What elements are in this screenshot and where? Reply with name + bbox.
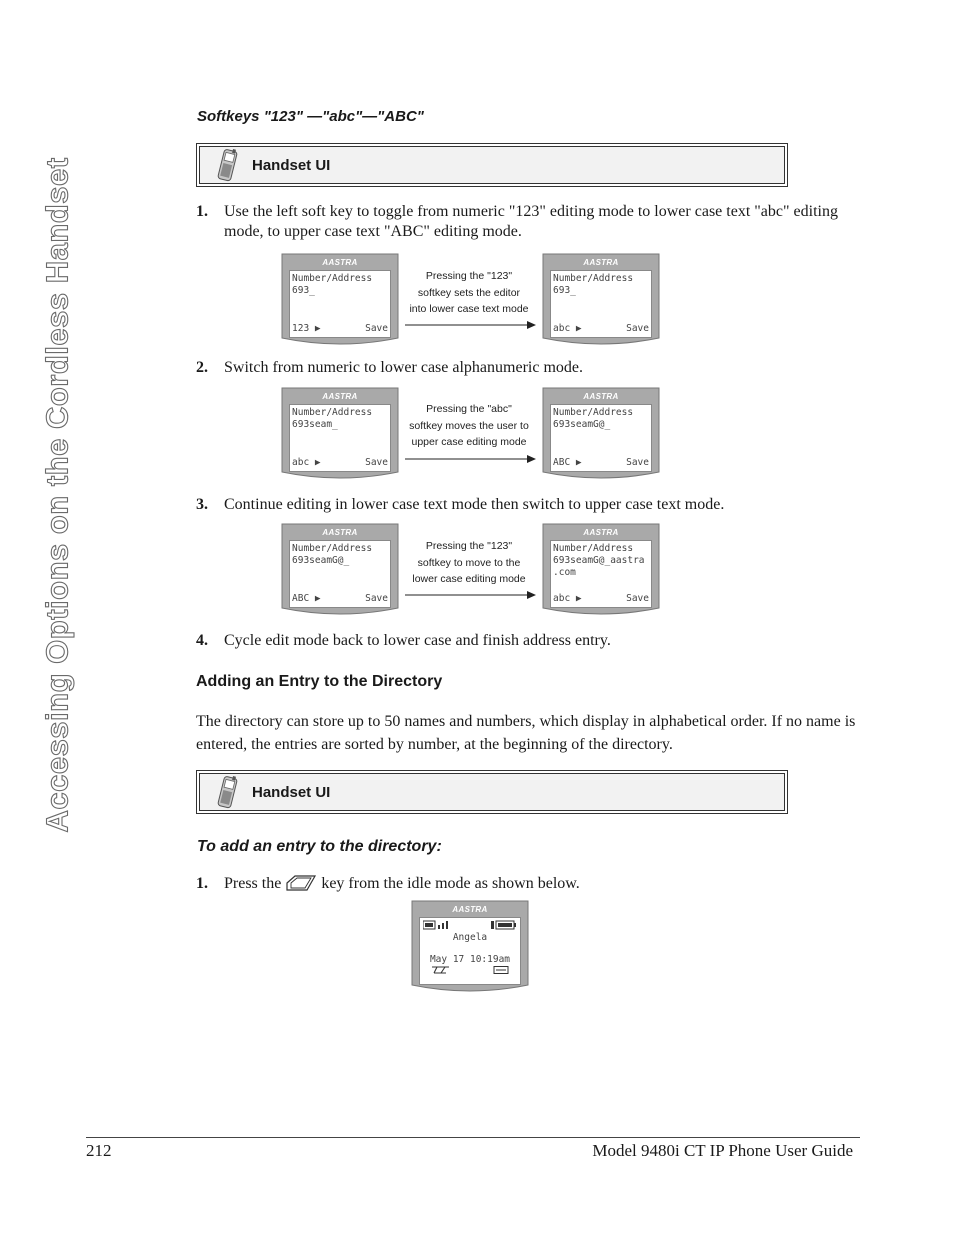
lcd-screen-before <box>280 252 400 346</box>
right-triangle-icon: ▶ <box>570 593 582 604</box>
step-number: 1. <box>196 203 208 220</box>
lcd-line-1: Number/Address <box>553 407 634 418</box>
step-text-before: Press the <box>224 875 282 892</box>
lcd-line-2: 693seamG@_ <box>553 419 611 430</box>
aastra-logo: AASTRA <box>583 528 619 537</box>
caption-line: softkey moves the user to <box>409 419 529 432</box>
caption-line: Pressing the "abc" <box>426 403 512 415</box>
step-text-after: key from the idle mode as shown below. <box>321 875 580 892</box>
lcd-screen-after <box>541 386 661 480</box>
step-1 <box>196 202 856 244</box>
step-text: Continue editing in lower case text mode then switch to upper case text mode. <box>224 496 725 513</box>
aastra-logo: AASTRA <box>322 258 358 267</box>
step-text: Switch from numeric to lower case alphanumeric mode. <box>224 359 583 376</box>
lcd-line-2: 693seamG@_ <box>292 555 350 566</box>
figure-caption <box>401 401 537 451</box>
right-triangle-icon: ▶ <box>309 323 321 334</box>
right-triangle-icon: ▶ <box>570 457 582 468</box>
lcd-line-1: Number/Address <box>553 273 634 284</box>
section-softkeys-heading: Softkeys "123" —"abc"—"ABC" <box>197 108 424 125</box>
step-text: Cycle edit mode back to lower case and finish address entry. <box>224 632 611 649</box>
lcd-line-2: 693seam_ <box>292 419 338 430</box>
softkey-label: 123 <box>292 323 310 334</box>
lcd-line-1: Number/Address <box>553 543 634 554</box>
caption-line: into lower case text mode <box>409 303 529 315</box>
aastra-logo: AASTRA <box>322 392 358 401</box>
footer-rule <box>86 1137 860 1138</box>
handset-ui-box <box>196 770 788 814</box>
right-triangle-icon: ▶ <box>309 457 321 468</box>
step-number: 3. <box>196 496 208 513</box>
step-text: Use the left soft key to toggle from numeric "123" editing mode to lower case text "abc" editing mode, to upper case text "ABC" editing mode. <box>224 203 838 240</box>
lcd-screen-after <box>541 252 661 346</box>
lcd-screen-before <box>280 386 400 480</box>
step-text <box>224 874 856 894</box>
step-3 <box>196 495 856 517</box>
lcd-screen-after <box>541 522 661 616</box>
save-softkey: Save <box>626 323 649 334</box>
signal-icon <box>423 920 453 930</box>
caption-line: softkey to move to the <box>417 556 521 569</box>
page-number: 212 <box>86 1141 112 1160</box>
figure-caption <box>401 538 537 588</box>
step-number: 2. <box>196 359 208 376</box>
step-4 <box>196 631 856 653</box>
caption-line: Pressing the "123" <box>425 270 513 282</box>
save-softkey: Save <box>626 457 649 468</box>
caption-line: softkey sets the editor <box>417 286 521 299</box>
aastra-logo: AASTRA <box>452 905 488 914</box>
handset-ui-label: Handset UI <box>252 783 331 801</box>
status-bar <box>423 920 517 932</box>
procedure-heading: To add an entry to the directory: <box>197 838 442 855</box>
right-triangle-icon: ▶ <box>309 593 321 604</box>
figure-caption <box>401 268 537 318</box>
lcd-line-1: Number/Address <box>292 273 373 284</box>
left-softkey <box>292 323 321 335</box>
right-triangle-icon: ▶ <box>570 323 582 334</box>
softkey-label: abc <box>553 593 571 604</box>
caption-line: upper case editing mode <box>411 436 527 448</box>
left-softkey <box>292 593 321 605</box>
lcd-line-2: 693_ <box>292 285 315 296</box>
section-adding-entry-heading: Adding an Entry to the Directory <box>196 673 443 690</box>
side-title <box>40 110 76 880</box>
cordless-handset-icon <box>210 775 244 809</box>
guide-title: Model 9480i CT IP Phone User Guide <box>592 1141 853 1160</box>
lcd-line-1: Number/Address <box>292 543 373 554</box>
softkey-label: ABC <box>553 457 571 468</box>
right-arrow-icon <box>405 590 537 600</box>
lcd-screen-before <box>280 522 400 616</box>
save-softkey: Save <box>365 593 388 604</box>
cordless-handset-icon <box>210 148 244 182</box>
step-press-directory <box>196 874 856 896</box>
right-arrow-icon <box>405 320 537 330</box>
handset-ui-label: Handset UI <box>252 156 331 174</box>
left-softkey <box>553 457 582 469</box>
lcd-line-2: 693_ <box>553 285 576 296</box>
idle-mode-screen <box>410 899 530 993</box>
save-softkey: Save <box>626 593 649 604</box>
lcd-line-3: .com <box>553 567 576 578</box>
step-number: 4. <box>196 632 208 649</box>
idle-user-name: Angela <box>452 932 488 943</box>
step-2 <box>196 358 856 380</box>
softkey-label: ABC <box>292 593 310 604</box>
left-softkey <box>553 593 582 605</box>
idle-softkeys <box>423 966 517 974</box>
left-softkey <box>553 323 582 335</box>
aastra-logo: AASTRA <box>583 392 619 401</box>
directory-paragraph: The directory can store up to 50 names and numbers, which display in alphabetical order. If no name is entered, the entries are sorted by number, at the beginning of the directory. <box>196 713 856 753</box>
idle-datetime: May 17 10:19am <box>429 954 511 965</box>
softkey-label: abc <box>553 323 571 334</box>
save-softkey: Save <box>365 457 388 468</box>
right-arrow-icon <box>405 454 537 464</box>
handset-ui-box <box>196 143 788 187</box>
left-softkey <box>292 457 321 469</box>
battery-icon <box>491 920 517 930</box>
lcd-line-1: Number/Address <box>292 407 373 418</box>
softkey-glyph-left-icon <box>431 966 451 974</box>
softkey-glyph-right-icon <box>493 966 509 974</box>
side-title-text: Accessing Options on the Cordless Handset <box>40 157 76 833</box>
aastra-logo: AASTRA <box>583 258 619 267</box>
aastra-logo: AASTRA <box>322 528 358 537</box>
caption-line: Pressing the "123" <box>425 540 513 552</box>
softkey-label: abc <box>292 457 310 468</box>
lcd-line-2: 693seamG@_aastra <box>553 555 645 566</box>
save-softkey: Save <box>365 323 388 334</box>
step-number: 1. <box>196 875 208 892</box>
directory-key-icon <box>285 874 317 892</box>
caption-line: lower case editing mode <box>412 573 526 585</box>
